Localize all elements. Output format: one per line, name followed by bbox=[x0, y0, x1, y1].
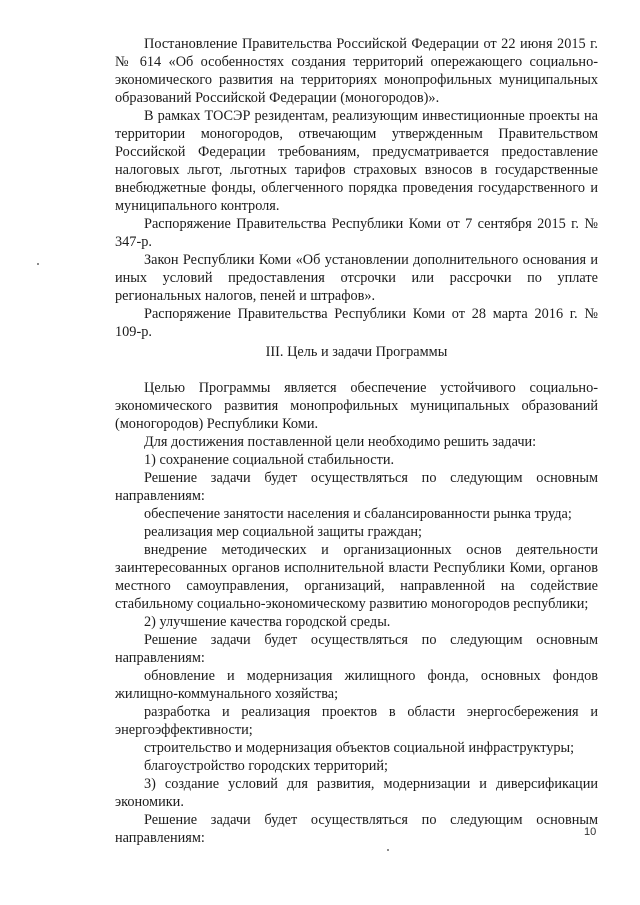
list-item-social-protection: реализация мер социальной защиты граждан; bbox=[144, 524, 422, 540]
paragraph-directions-2: Решение задачи будет осуществляться по следующим основным направлениям: bbox=[115, 632, 598, 666]
section-heading: III. Цель и задачи Программы bbox=[265, 344, 448, 360]
top-text-block bbox=[115, 35, 598, 341]
paragraph-task-3: 3) создание условий для развития, модернизации и диверсификации экономики. bbox=[115, 776, 598, 810]
body-text-block bbox=[115, 379, 598, 847]
paragraph-task-1: 1) сохранение социальной стабильности. bbox=[144, 452, 395, 468]
scan-speck bbox=[37, 263, 39, 265]
paragraph-komi-law: Закон Республики Коми «Об установлении дополнительного основания и иных условий предоставления отсрочки или рассрочки по уплате региональных налогов, пеней и штрафов». bbox=[115, 252, 598, 304]
paragraph-directions-3: Решение задачи будет осуществляться по следующим основным направлениям: bbox=[115, 812, 598, 846]
paragraph-order-347: Распоряжение Правительства Республики Коми от 7 сентября 2015 г. № 347-р. bbox=[115, 216, 598, 250]
list-item-methodical-bases: внедрение методических и организационных основ деятельности заинтересованных органов исполнительной власти Республики Коми, органов местного самоуправления, организаций, направленной на содействие стабильному социально-экономическому развитию моногородов республики; bbox=[115, 542, 598, 612]
paragraph-toser-residents: В рамках ТОСЭР резидентам, реализующим инвестиционные проекты на территории моногородов, отвечающим утвержденным Правительством Российской Федерации требованиям, предусматривается предоставление налоговых льгот, льготных тарифов страховых взносов в государственные внебюджетные фонды, облегченного порядка проведения государственного и муниципального контроля. bbox=[115, 108, 598, 214]
paragraph-decree-614: Постановление Правительства Российской Федерации от 22 июня 2015 г. № 614 «Об особенностях создания территорий опережающего социально-экономического развития на территориях монопрофильных муниципальных образований Российской Федерации (моногородов)». bbox=[115, 36, 598, 106]
paragraph-task-2: 2) улучшение качества городской среды. bbox=[144, 614, 391, 630]
page-number: 10 bbox=[584, 826, 597, 838]
list-item-social-infrastructure: строительство и модернизация объектов социальной инфраструктуры; bbox=[144, 740, 575, 756]
paragraph-tasks-intro: Для достижения поставленной цели необходимо решить задачи: bbox=[144, 434, 537, 450]
scan-speck bbox=[387, 849, 389, 851]
list-item-energy-saving: разработка и реализация проектов в области энергосбережения и энергоэффективности; bbox=[115, 704, 598, 738]
list-item-employment: обеспечение занятости населения и сбалансированности рынка труда; bbox=[144, 506, 572, 522]
paragraph-directions-1: Решение задачи будет осуществляться по следующим основным направлениям: bbox=[115, 470, 598, 504]
paragraph-order-109: Распоряжение Правительства Республики Коми от 28 марта 2016 г. № 109-р. bbox=[115, 306, 598, 340]
list-item-housing: обновление и модернизация жилищного фонда, основных фондов жилищно-коммунального хозяйства; bbox=[115, 668, 598, 702]
list-item-urban-improvement: благоустройство городских территорий; bbox=[144, 758, 388, 774]
paragraph-program-goal: Целью Программы является обеспечение устойчивого социально-экономического развития монопрофильных муниципальных образований (моногородов) Республики Коми. bbox=[115, 380, 598, 432]
